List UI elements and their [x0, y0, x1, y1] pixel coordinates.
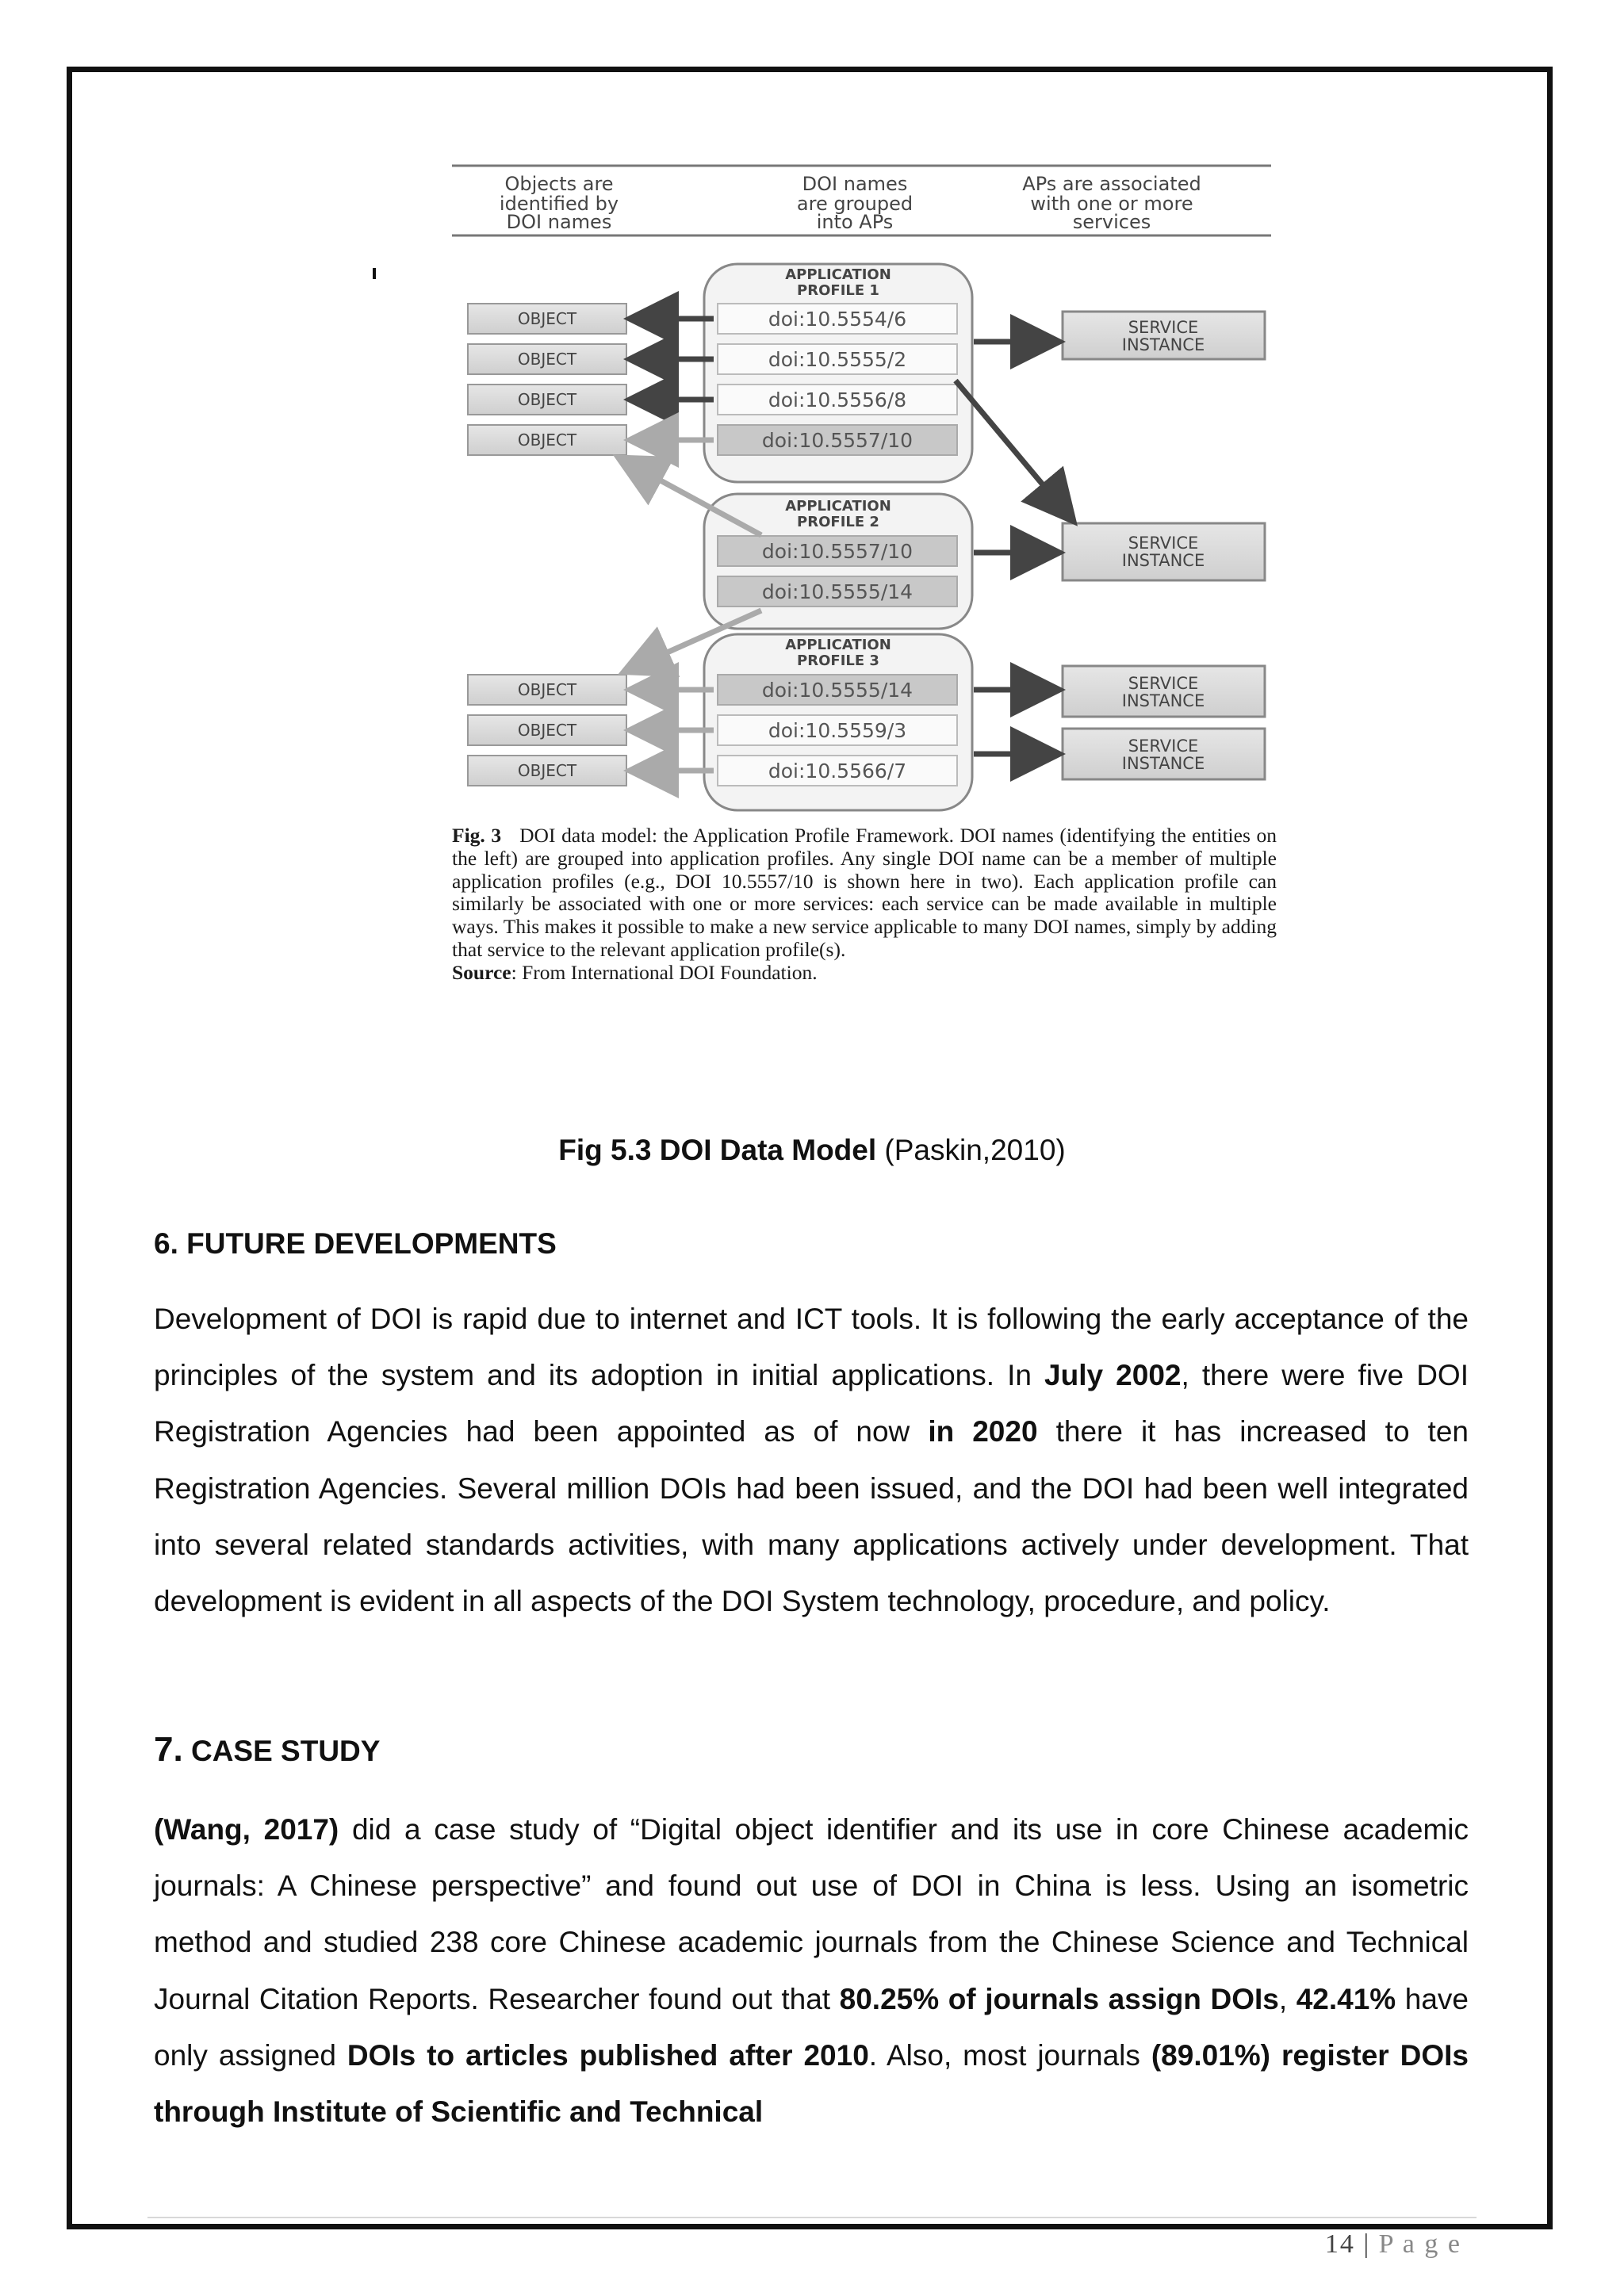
object-4: OBJECT	[517, 430, 577, 450]
object-3: OBJECT	[517, 390, 577, 409]
caption-lead: Fig. 3	[452, 824, 502, 847]
profile3-title-1: APPLICATION	[785, 637, 891, 653]
service-2-line2: INSTANCE	[1121, 551, 1205, 570]
figure-diagram	[444, 155, 1285, 821]
header-col3-line1: APs are associated	[1022, 173, 1201, 195]
object-6: OBJECT	[517, 721, 577, 740]
service-3-line1: SERVICE	[1128, 674, 1199, 693]
profile1-title-2: PROFILE 1	[797, 282, 879, 299]
page-footer: 14 | P a g e	[1324, 2229, 1461, 2259]
figure-title-bold: Fig 5.3 DOI Data Model	[558, 1134, 877, 1166]
scan-mark	[373, 268, 376, 279]
doi-p3-3: doi:10.5566/7	[768, 760, 907, 783]
profile2-title-1: APPLICATION	[785, 498, 891, 515]
footer-rule	[147, 2217, 1477, 2218]
header-col2-line1: DOI names	[802, 173, 908, 195]
doi-p1-1: doi:10.5554/6	[768, 308, 907, 331]
service-4-line1: SERVICE	[1128, 737, 1199, 756]
doi-p2-2: doi:10.5555/14	[761, 580, 914, 603]
figure-title	[0, 1134, 1624, 1167]
header-col3-line2: with one or more	[1030, 193, 1193, 215]
section7-paragraph: (Wang, 2017) did a case study of “Digital object identifier and its use in core Chinese academic journals: A Chinese perspective” and found out use of DOI in China is less. Using an isometric method and studied 238 core Chinese academic journals from the Chinese Science and Technical Journal Citation Reports. Researcher found out that 80.25% of journals assign DOIs, 42.41% have only assigned DOIs to articles published after 2010. Also, most journals (89.01%) register DOIs through Institute of Scientific and Technical	[154, 1813, 1469, 2129]
header-col1-line3: DOI names	[506, 211, 612, 233]
service-2-line1: SERVICE	[1128, 534, 1199, 553]
service-4-line2: INSTANCE	[1121, 754, 1205, 773]
object-1: OBJECT	[517, 309, 577, 328]
header-col1-line2: identified by	[499, 193, 619, 215]
profile2-title-2: PROFILE 2	[797, 514, 879, 530]
doi-p1-4: doi:10.5557/10	[761, 429, 914, 452]
doi-p1-3: doi:10.5556/8	[768, 388, 907, 411]
caption-source-text: : From International DOI Foundation.	[511, 960, 818, 984]
section6-paragraph: Development of DOI is rapid due to internet and ICT tools. It is following the early acceptance of the principles of the system and its adoption in initial applications. In July 2002, there were five DOI Registration Agencies had been appointed as of now in 2020 there it has increased to ten Registration Agencies. Several million DOIs had been issued, and the DOI had been well integrated into several related standards activities, with many applications actively under development. That development is evident in all aspects of the DOI System technology, procedure, and policy.	[154, 1303, 1469, 1618]
caption-text: DOI data model: the Application Profile Framework. DOI names (identifying the entities on the left) are grouped into application profiles. Any single DOI name can be a member of multiple application profiles (e.g., DOI 10.5557/10 is shown here in two). Each application profile can similarly be associated with one or more services: each service can be made available in multiple ways. This makes it possible to make a new service applicable to many DOI names, simply by adding that service to the relevant application profile(s).	[452, 824, 1277, 961]
figure-caption	[452, 825, 1277, 985]
page-label: P a g e	[1378, 2229, 1461, 2259]
doi-p1-2: doi:10.5555/2	[768, 348, 907, 371]
header-col2-line2: are grouped	[796, 193, 914, 215]
section6-heading: 6. FUTURE DEVELOPMENTS	[154, 1227, 557, 1260]
object-5: OBJECT	[517, 680, 577, 699]
figure-title-citation: (Paskin,2010)	[876, 1134, 1066, 1166]
page-number: 14	[1324, 2229, 1355, 2259]
service-1-line2: INSTANCE	[1121, 335, 1205, 354]
header-col2-line3: into APs	[816, 211, 894, 233]
profile3-title-2: PROFILE 3	[797, 652, 879, 669]
caption-source-label: Source	[452, 960, 511, 984]
doi-p3-1: doi:10.5555/14	[761, 679, 914, 702]
section7-heading: 7. CASE STUDY	[154, 1730, 381, 1769]
service-3-line2: INSTANCE	[1121, 691, 1205, 710]
header-col1-line1: Objects are	[504, 173, 614, 195]
header-col3-line3: services	[1072, 211, 1151, 233]
doi-p3-2: doi:10.5559/3	[768, 719, 907, 742]
service-1-line1: SERVICE	[1128, 318, 1199, 337]
doi-p2-1: doi:10.5557/10	[761, 540, 914, 563]
profile1-title-1: APPLICATION	[785, 266, 891, 283]
object-2: OBJECT	[517, 350, 577, 369]
object-7: OBJECT	[517, 761, 577, 780]
